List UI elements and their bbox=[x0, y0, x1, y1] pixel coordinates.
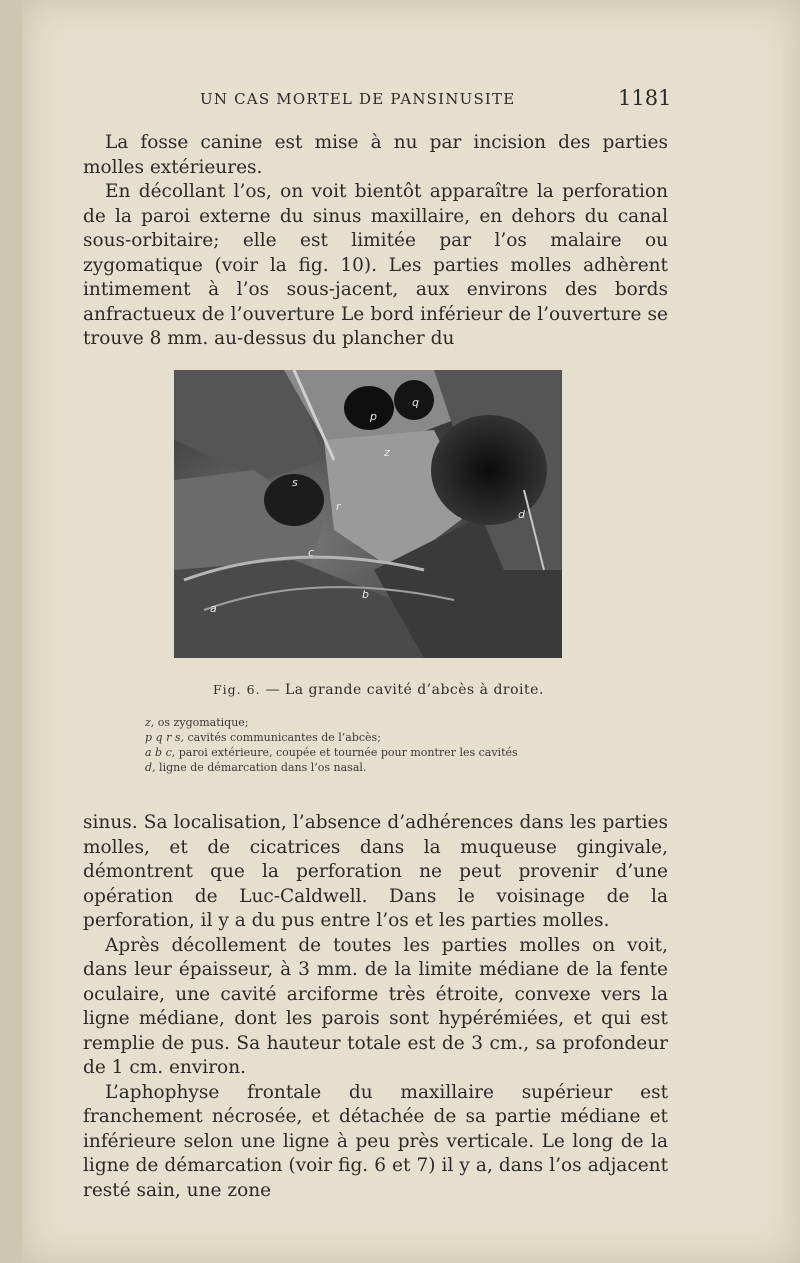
label-b: b bbox=[362, 588, 369, 601]
paragraph: La fosse canine est mise à nu par incision des parties molles extérieures. bbox=[83, 132, 668, 178]
legend-item: p q r s, cavités communicantes de l’abcès; bbox=[145, 731, 381, 744]
page-number: 1181 bbox=[618, 86, 672, 110]
label-c: c bbox=[308, 546, 315, 559]
caption-text: — La grande cavité d’abcès à droite. bbox=[265, 682, 544, 698]
label-p: p bbox=[370, 410, 377, 423]
paragraph: Après décollement de toutes les parties molles on voit, dans leur épaisseur, à 3 mm. de la limite médiane de la fente oculaire, une cavité arciforme très étroite, convexe vers la ligne médiane, dont les parois sont hypérémiées, et qui est remplie de pus. Sa hauteur totale est de 3 cm., sa profondeur de 1 cm. environ. bbox=[83, 934, 668, 1078]
paragraph: sinus. Sa localisation, l’absence d’adhérences dans les parties molles, et de cicatrices dans la muqueuse gingivale, démontrent que la perforation ne peut provenir d’une opération de Luc-Caldwell. Dans le voisinage de la perforation, il y a du pus entre l’os et les parties molles. bbox=[83, 812, 668, 931]
figure-caption bbox=[213, 682, 544, 698]
anatomical-photo-illustration bbox=[174, 370, 562, 658]
label-z: z bbox=[384, 446, 390, 459]
legend-item: z, os zygomatique; bbox=[145, 716, 249, 729]
figure-photograph bbox=[174, 370, 562, 658]
label-d: d bbox=[518, 508, 525, 521]
label-a: a bbox=[210, 602, 217, 615]
label-q: q bbox=[412, 396, 419, 409]
label-s: s bbox=[292, 476, 298, 489]
text-block-bottom bbox=[83, 811, 668, 1203]
text-block-top bbox=[83, 131, 668, 352]
figure-legend bbox=[145, 715, 565, 775]
legend-item: d, ligne de démarcation dans l’os nasal. bbox=[145, 761, 367, 774]
legend-item: a b c, paroi extérieure, coupée et tournée pour montrer les cavités bbox=[145, 746, 518, 759]
running-title: UN CAS MORTEL DE PANSINUSITE bbox=[200, 90, 516, 108]
page-header bbox=[0, 86, 800, 114]
figure-number: Fig. 6. bbox=[213, 682, 261, 697]
paragraph: En décollant l’os, on voit bientôt apparaître la perforation de la paroi externe du sinus maxillaire, en dehors du canal sous-orbitaire; elle est limitée par l’os malaire ou zygomatique (voir la fig. 10). Les parties molles adhèrent intimement à l’os sous-jacent, aux environs des bords anfractueux de l’ouverture Le bord inférieur de l’ouverture se trouve 8 mm. au-dessus du plancher du bbox=[83, 181, 668, 349]
label-r: r bbox=[336, 500, 341, 513]
paragraph: L’aphophyse frontale du maxillaire supérieur est franchement nécrosée, et détachée de sa partie médiane et inférieure selon une ligne à peu près verticale. Le long de la ligne de démarcation (voir fig. 6 et 7) il y a, dans l’os adjacent resté sain, une zone bbox=[83, 1081, 668, 1201]
